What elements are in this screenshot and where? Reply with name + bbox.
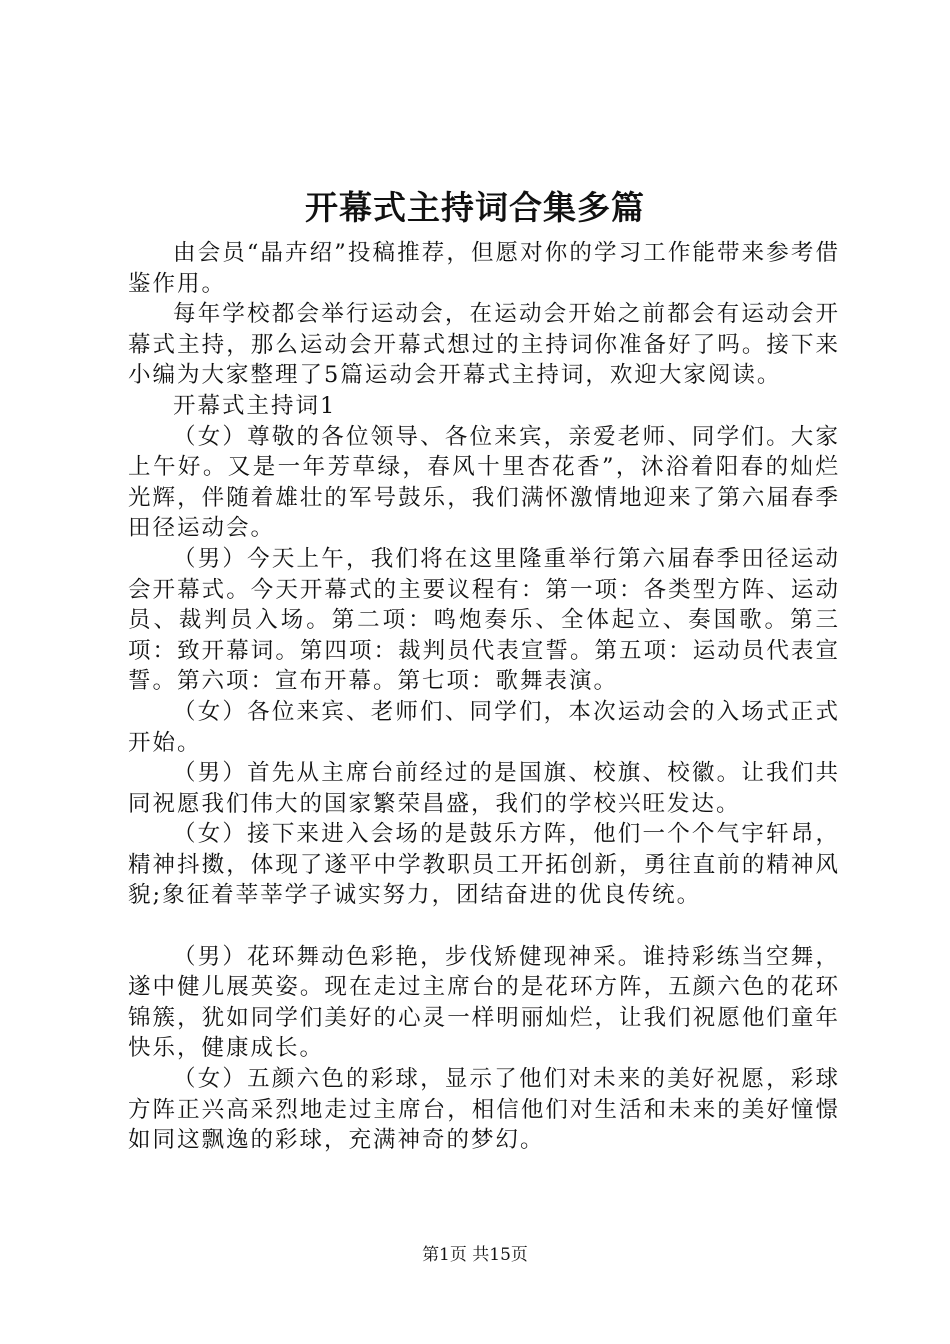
paragraph-intro: 由会员“晶卉绍”投稿推荐，但愿对你的学习工作能带来参考借鉴作用。 [128, 240, 840, 297]
paragraph-male-garland: （男）花环舞动色彩艳，步伐矫健现神采。谁持彩练当空舞，遂中健儿展英姿。现在走过主席台的是花环方阵，五颜六色的花环锦簇，犹如同学们美好的心灵一样明丽灿烂，让我们祝愿他们童年快乐，健康成长。 [128, 943, 840, 1062]
document-body [128, 238, 840, 1156]
paragraph-female-opening: （女）尊敬的各位领导、各位来宾，亲爱老师、同学们。大家上午好。又是一年芳草绿，春风十里杏花香”，沐浴着阳春的灿烂光辉，伴随着雄壮的军号鼓乐，我们满怀激情地迎来了第六届春季田径运动会。 [128, 423, 840, 542]
paragraph-preface: 每年学校都会举行运动会，在运动会开始之前都会有运动会开幕式主持，那么运动会开幕式想过的主持词你准备好了吗。接下来小编为大家整理了5篇运动会开幕式主持词，欢迎大家阅读。 [128, 301, 840, 389]
paragraph-female-balloons: （女）五颜六色的彩球，显示了他们对未来的美好祝愿，彩球方阵正兴高采烈地走过主席台，相信他们对生活和未来的美好憧憬如同这飘逸的彩球，充满神奇的梦幻。 [128, 1066, 840, 1154]
paragraph-female-drum: （女）接下来进入会场的是鼓乐方阵，他们一个个气宇轩昂，精神抖擞，体现了遂平中学教职员工开拓创新，勇往直前的精神风貌;象征着莘莘学子诚实努力，团结奋进的优良传统。 [128, 821, 840, 909]
paragraph-male-agenda: （男）今天上午，我们将在这里隆重举行第六届春季田径运动会开幕式。今天开幕式的主要议程有：第一项：各类型方阵、运动员、裁判员入场。第二项：鸣炮奏乐、全体起立、奏国歌。第三项：致开幕词。第四项：裁判员代表宣誓。第五项：运动员代表宣誓。第六项：宣布开幕。第七项：歌舞表演。 [128, 545, 840, 695]
section-heading: 开幕式主持词1 [173, 392, 337, 419]
paragraph-female-entrance: （女）各位来宾、老师们、同学们，本次运动会的入场式正式开始。 [128, 698, 840, 756]
paragraph-male-flags: （男）首先从主席台前经过的是国旗、校旗、校徽。让我们共同祝愿我们伟大的国家繁荣昌盛，我们的学校兴旺发达。 [128, 760, 840, 817]
page-number: 第1页 共15页 [422, 1245, 528, 1265]
document-title: 开幕式主持词合集多篇 [305, 188, 645, 227]
